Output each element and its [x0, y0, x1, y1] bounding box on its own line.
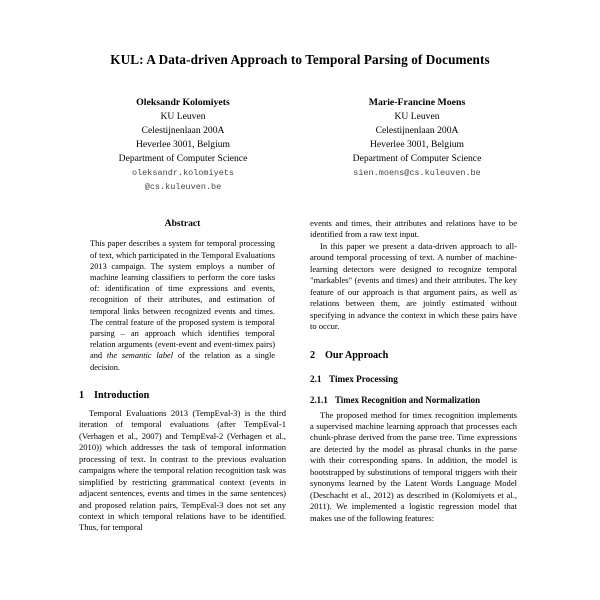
author-email-line2: @cs.kuleuven.be — [144, 181, 222, 192]
author-affiliation: KU Leuven — [394, 111, 440, 123]
section-heading-our-approach — [310, 350, 517, 362]
abstract-text — [90, 238, 275, 372]
author-block-2 — [312, 96, 522, 194]
subsection-number: 2.1 — [310, 373, 322, 384]
abstract-text-part1: This paper describes a system for temporal processing of text, which participated in the Temporal Evaluations 2013 campaign. The system employs a number of machine learning classifiers to perform the core tasks of: identification of time expressions and events, recognition of their attributes, and estimation of temporal links between recognized events and times. The central feature of the proposed system is temporal parsing – an approach which identifies temporal relation arguments (event-event and event-timex pairs) and — [90, 239, 275, 361]
author-department: Department of Computer Science — [352, 153, 482, 165]
subsection-heading-timex-processing — [310, 374, 517, 385]
subsubsection-heading-timex-recognition — [310, 395, 517, 406]
author-department: Department of Computer Science — [118, 153, 248, 165]
author-city: Heverlee 3001, Belgium — [369, 139, 465, 151]
abstract-heading: Abstract — [164, 218, 201, 229]
introduction-paragraph: Temporal Evaluations 2013 (TempEval-3) is the third iteration of temporal evaluations (after TempEval-1 (Verhagen et al., 2007) and TempEval-2 (Verhagen et al., 2010)) which addresses the task of temporal information processing of text. In contrast to the previous evaluation campaigns where the temporal relation recognition task was simplified by restricting grammatical context (events in adjacent sentences, events and times in the same sentences) and proposed relation pairs, TempEval-3 does not set any context in which temporal relations have to be identified. Thus, for temporal — [79, 407, 286, 533]
timex-recognition-paragraph: The proposed method for timex recognition implements a supervised machine learning approach that processes each chunk-phrase derived from the parse tree. Time expressions are detected by the model as phrasal chunks in the parse with their corresponding spans. In addition, the model is bootstrapped by substitutions of temporal triggers with their synonyms learned by the Latent Words Language Model (Deschacht et al., 2012) as described in (Kolomiyets et al., 2011). We implemented a logistic regression model that makes use of the following features: — [310, 409, 517, 523]
subsubsection-title: Timex Recognition and Normalization — [335, 394, 481, 405]
section-heading-introduction — [79, 390, 286, 402]
right-column — [310, 218, 517, 524]
abstract-text-italic: the semantic label — [106, 351, 174, 361]
author-affiliation: KU Leuven — [160, 111, 206, 123]
author-city: Heverlee 3001, Belgium — [135, 139, 231, 151]
section-number: 1 — [79, 389, 85, 401]
author-street: Celestijnenlaan 200A — [375, 125, 459, 137]
page-title: KUL: A Data-driven Approach to Temporal Parsing of Documents — [110, 52, 490, 67]
left-column — [79, 218, 286, 534]
author-street: Celestijnenlaan 200A — [141, 125, 225, 137]
author-email — [312, 167, 522, 180]
approach-intro-paragraph: In this paper we present a data-driven approach to all-around temporal processing of text. A number of machine-learning detectors were designed to recognize temporal "markables" (events and times) and their attributes. The key feature of our approach is that argument pairs, as well as relations between them, are jointly estimated without specifying in advance the context in which these pairs have to occur. — [310, 240, 517, 332]
author-list — [78, 96, 522, 194]
section-title: Introduction — [94, 389, 150, 401]
abstract-text-part2: of the relation as a single decision. — [90, 351, 276, 372]
author-name: Marie-Francine Moens — [368, 97, 466, 108]
subsection-title: Timex Processing — [329, 373, 398, 384]
subsubsection-number: 2.1.1 — [310, 394, 328, 405]
continuation-paragraph: events and times, their attributes and relations have to be identified from a raw text input. — [310, 218, 517, 240]
author-email — [78, 167, 288, 194]
author-email-line1: oleksandr.kolomiyets — [131, 168, 235, 179]
section-title: Our Approach — [325, 349, 389, 361]
author-name: Oleksandr Kolomiyets — [136, 97, 230, 108]
author-email-line1: sien.moens@cs.kuleuven.be — [353, 168, 481, 179]
section-number: 2 — [310, 349, 316, 361]
author-block-1 — [78, 96, 288, 194]
